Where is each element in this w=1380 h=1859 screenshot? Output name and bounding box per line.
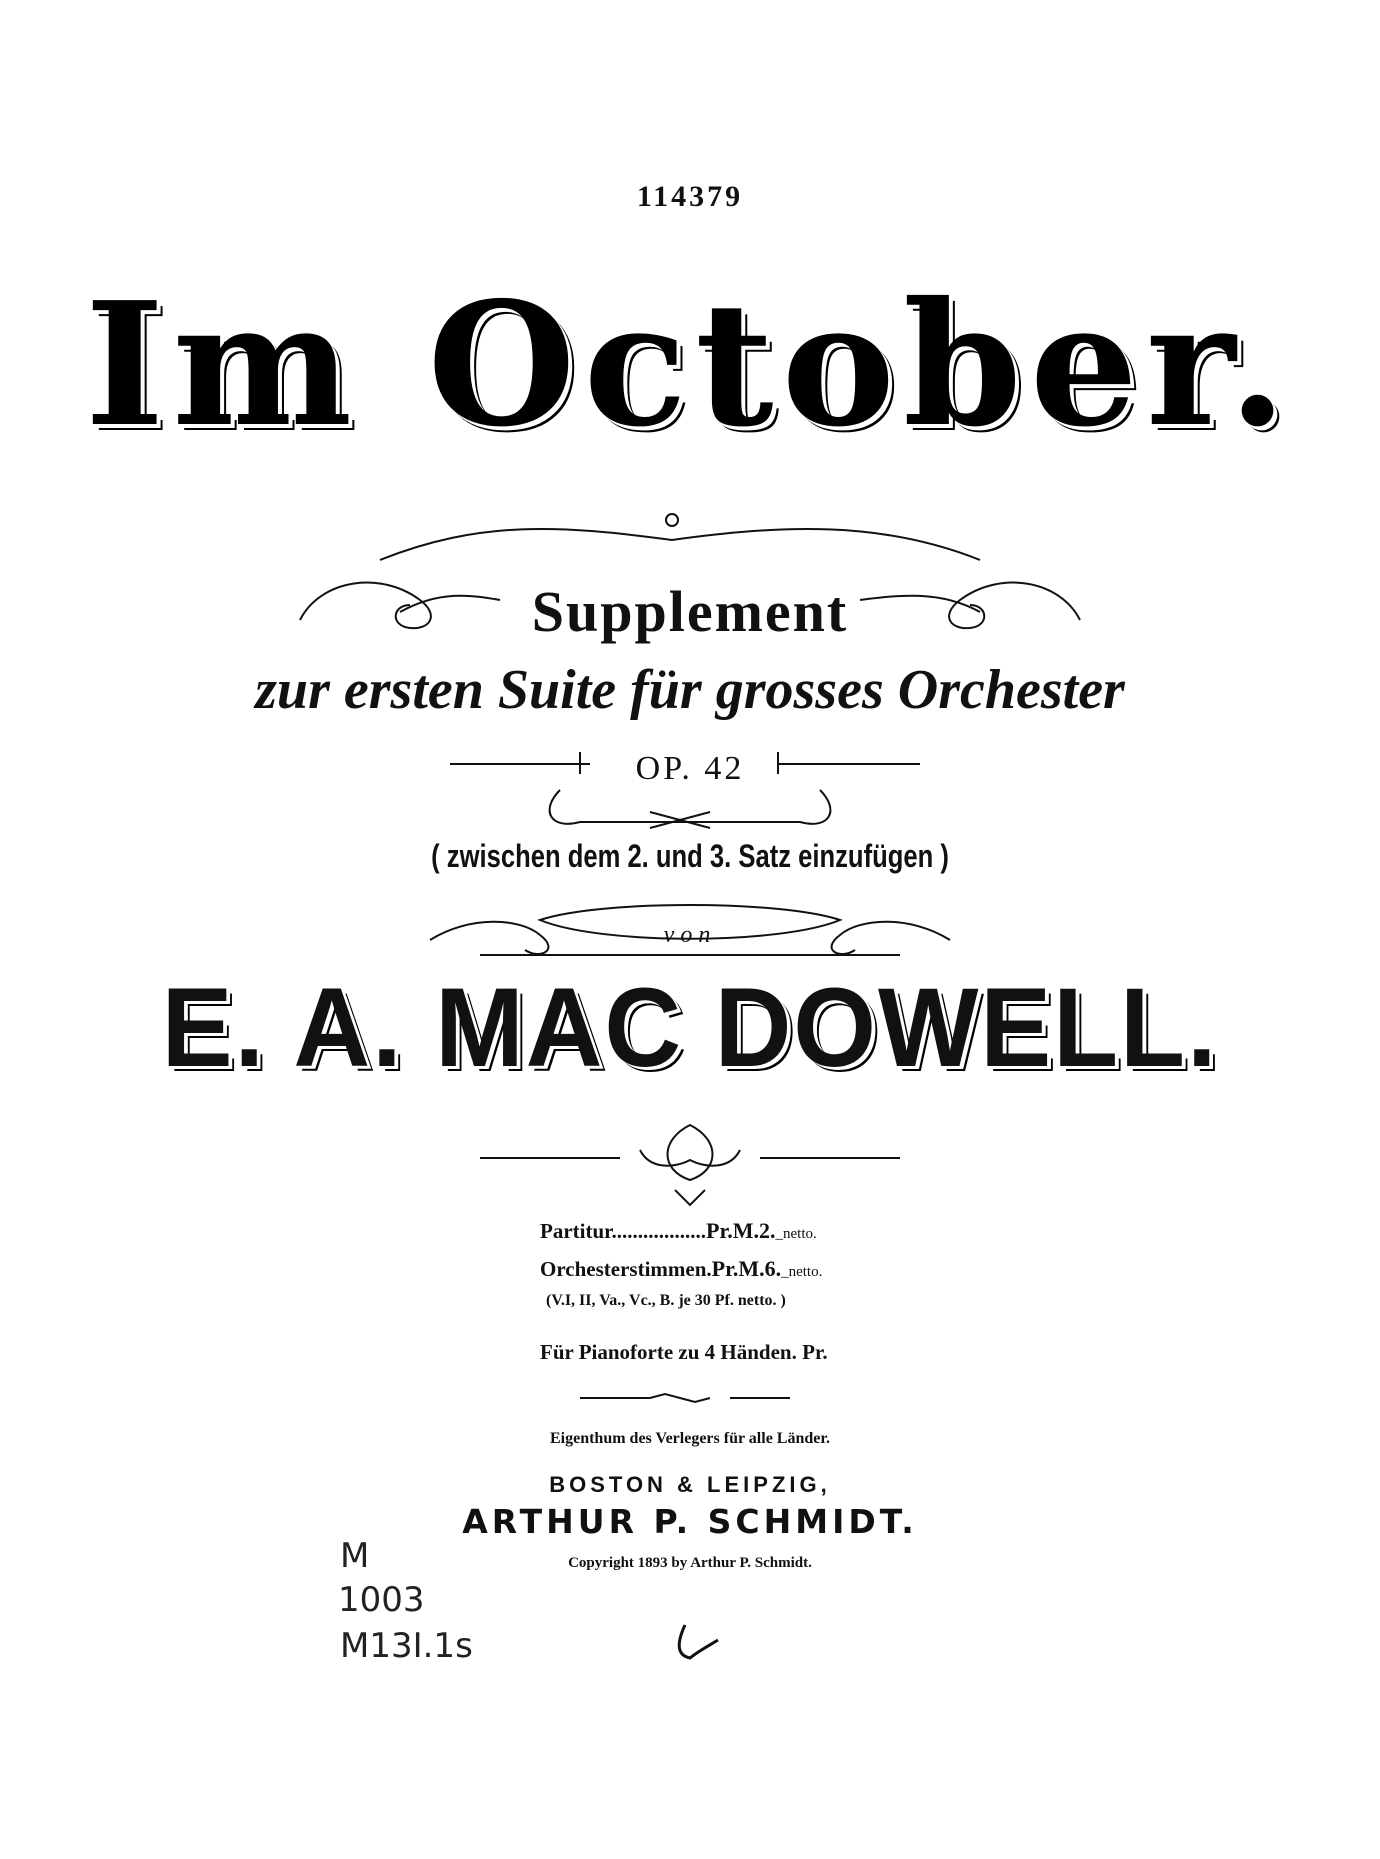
publisher-city: BOSTON & LEIPZIG, [549,1472,831,1497]
catalog-number: 114379 [636,180,744,213]
price-score-label: Partitur [540,1219,612,1243]
handwritten-mark [679,1625,718,1658]
call-number-line-1: M [340,1536,370,1576]
composer-name: E. A. MAC DOWELL. [161,965,1219,1090]
price-score-suffix: _netto. [775,1226,817,1242]
page-title: Im October. [84,265,1296,465]
copyright-notice: Copyright 1893 by Arthur P. Schmidt. [568,1555,812,1571]
price-parts-label: Orchesterstimmen. [540,1257,712,1281]
price-parts [540,1256,822,1282]
insertion-note: ( zwischen dem 2. und 3. Satz einzufügen ) [431,838,949,874]
title-swash [380,529,980,560]
opus-scroll [550,790,831,824]
price-parts-value: Pr.M.6. [711,1256,782,1281]
price-parts-detail: (V.I, II, Va., Vc., B. je 30 Pf. netto. ) [546,1292,786,1309]
opus-number: OP. 42 [635,750,745,787]
subtitle-line-2: zur ersten Suite für grosses Orchester [255,659,1125,721]
rights-notice: Eigenthum des Verlegers für alle Länder. [549,1430,830,1447]
price-piano: Für Pianoforte zu 4 Händen. Pr. [540,1340,828,1364]
composer-fleuron-tip [675,1190,705,1205]
composer-fleuron-arms [640,1150,740,1166]
subtitle: Supplement [531,579,849,644]
by-label: von [663,922,717,948]
divider-center [650,1394,710,1402]
price-parts-suffix: _netto. [781,1264,823,1280]
price-score [540,1218,817,1244]
opus-cross [650,812,710,828]
price-score-value: Pr.M.2. [706,1218,776,1243]
title-ornament-dot [666,514,678,526]
price-score-dots: .................. [611,1219,707,1243]
composer-fleuron [668,1125,713,1180]
call-number-line-2: 1003 [338,1580,425,1620]
publisher-name: ARTHUR P. SCHMIDT. [462,1502,918,1541]
call-number-line-3: M13I.1s [340,1626,473,1666]
